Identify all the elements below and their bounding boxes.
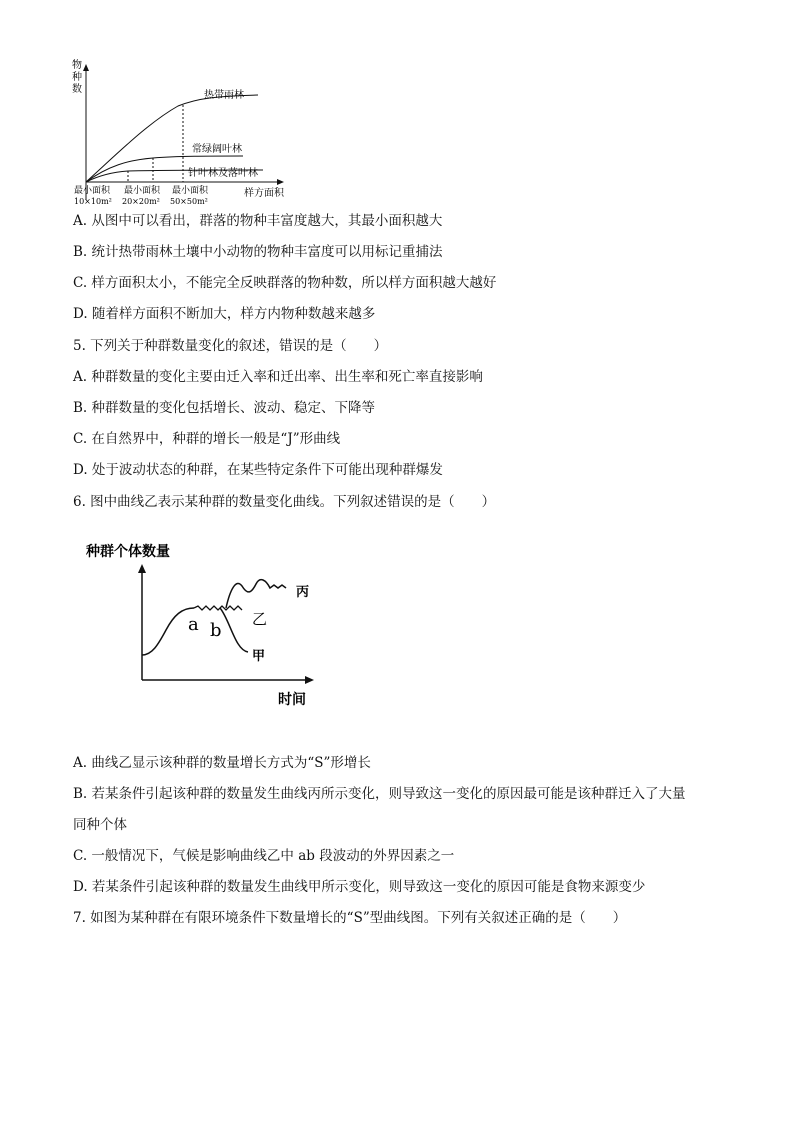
label-evergreen-broadleaf: 常绿阔叶林 [192,144,242,155]
fig1-ylabel-2: 种 [72,72,82,83]
fig1-x-arrow [277,179,284,185]
q7-stem: 7. 如图为某种群在有限环境条件下数量增长的“S”型曲线图。下列有关叙述正确的是（ ） [73,910,627,926]
species-area-figure [68,58,298,208]
curve-s-rise [142,608,194,655]
q6-option-d: D. 若某条件引起该种群的数量发生曲线甲所示变化，则导致这一变化的原因可能是食物来源变少 [73,879,646,895]
fig2-xlabel: 时间 [278,692,306,708]
q4-option-c: C. 样方面积太小，不能完全反映群落的物种数，所以样方面积越大越好 [73,275,497,291]
fig1-xtick-2-size: 20×20m² [122,197,160,206]
q5-option-a: A. 种群数量的变化主要由迁入率和迁出率、出生率和死亡率直接影响 [73,369,483,385]
fig1-ylabel-3: 数 [72,84,82,95]
label-coniferous-deciduous: 针叶林及落叶林 [188,168,258,179]
fig1-xtick-3-label: 最小面积 [172,186,209,196]
fig1-xtick-1-label: 最小面积 [74,186,111,196]
fig2-label-yi: 乙 [252,610,268,628]
fig2-label-bing: 丙 [296,585,310,600]
q5-option-c: C. 在自然界中，种群的增长一般是“J”形曲线 [73,431,341,447]
curve-yi-wave [194,606,242,610]
curve-jia [220,608,248,652]
curve-bing [226,580,286,608]
fig2-label-jia: 甲 [252,649,266,664]
q6-option-b-cont: 同种个体 [73,817,127,833]
fig1-xtick-1-size: 10×10m² [74,197,112,206]
q6-stem: 6. 图中曲线乙表示某种群的数量变化曲线。下列叙述错误的是（ ） [73,494,496,510]
fig2-y-arrow [138,564,146,573]
q5-option-b: B. 种群数量的变化包括增长、波动、稳定、下降等 [73,400,376,416]
q4-option-d: D. 随着样方面积不断加大，样方内物种数越来越多 [73,306,376,322]
label-tropical-rainforest: 热带雨林 [204,90,244,101]
q4-option-b: B. 统计热带雨林土壤中小动物的物种丰富度可以用标记重捕法 [73,244,443,260]
fig1-xlabel: 样方面积 [244,188,284,199]
q6-option-b: B. 若某条件引起该种群的数量发生曲线丙所示变化，则导致这一变化的原因最可能是该种群迁入了大量 [73,786,686,802]
q5-option-d: D. 处于波动状态的种群，在某些特定条件下可能出现种群爆发 [73,462,443,478]
fig1-xtick-3-size: 50×50m² [170,197,208,206]
q6-option-c: C. 一般情况下，气候是影响曲线乙中 ab 段波动的外界因素之一 [73,848,455,864]
fig1-xtick-2-label: 最小面积 [124,186,161,196]
q4-option-a: A. 从图中可以看出，群落的物种丰富度越大，其最小面积越大 [73,213,443,229]
fig1-y-arrow [83,64,89,71]
fig2-x-arrow [305,676,314,684]
fig1-ylabel-1: 物 [72,60,82,71]
fig2-label-b: b [210,620,222,641]
q6-option-a: A. 曲线乙显示该种群的数量增长方式为“S”形增长 [73,755,371,771]
q5-stem: 5. 下列关于种群数量变化的叙述，错误的是（ ） [73,338,388,354]
fig2-ylabel: 种群个体数量 [86,544,170,560]
fig2-label-a: a [188,614,199,635]
population-curve-figure [80,540,330,710]
